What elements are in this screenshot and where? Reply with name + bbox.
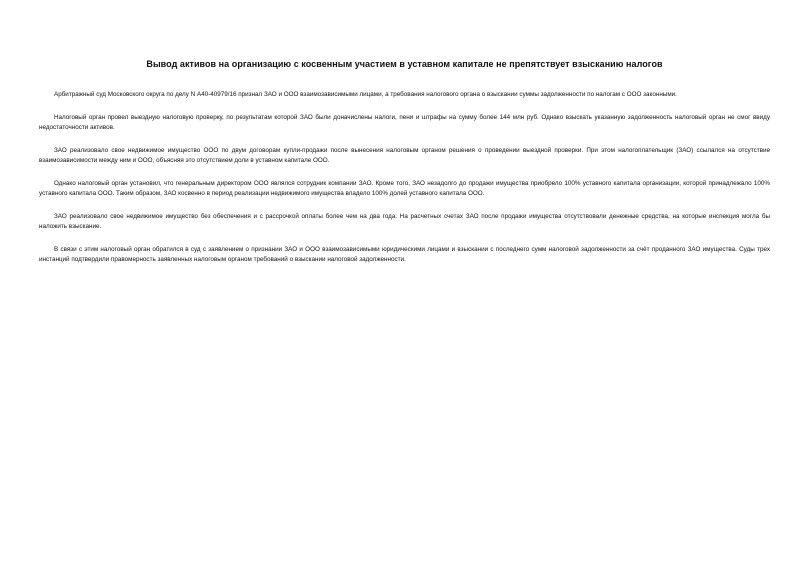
- paragraph-5: ЗАО реализовало свое недвижимое имущество без обеспечения и с рассрочкой оплаты более чем на два года. На расчетных счетах ЗАО после продажи имущества отсутствовали денежные средства, на которые инспекция могла бы наложить взыскание.: [39, 212, 770, 230]
- paragraph-3: ЗАО реализовало свое недвижимое имущество ООО по двум договорам купли-продажи после вынесения налоговым органом решения о проведении выездной проверки. При этом налогоплательщик (ЗАО) ссылался на отсутствие взаимозависимости между ним и ООО, объясняя это отсутствием доли в уставном капитале ООО.: [39, 146, 770, 164]
- document-page: [39, 0, 770, 266]
- paragraph-2: Налоговый орган провел выездную налоговую проверку, по результатам которой ЗАО были доначислены налоги, пени и штрафы на сумму более 144 млн руб. Однако взыскать указанную задолженность налоговый орган не смог ввиду недостаточности активов.: [39, 113, 770, 131]
- paragraph-6: В связи с этим налоговый орган обратился в суд с заявлением о признании ЗАО и ООО взаимозависимыми юридическими лицами и взыскании с последнего сумм налоговой задолженности за счёт проданного ЗАО имущества. Суды трех инстанций подтвердили правомерность заявленных налоговым органом требований о взыскании налоговой задолженности.: [39, 245, 770, 263]
- paragraph-4: Однако налоговый орган установил, что генеральным директором ООО являлся сотрудник компании ЗАО. Кроме того, ЗАО незадолго до продажи имущества приобрело 100% уставного капитала организации, которой принадлежало 100% уставного капитала ООО. Таким образом, ЗАО косвенно в период реализации недвижимого имущества владело 100% долей уставного капитала ООО.: [39, 179, 770, 197]
- document-title: Вывод активов на организацию с косвенным участием в уставном капитале не препятствует взысканию налогов: [146, 59, 663, 69]
- paragraph-1: Арбитражный суд Московского округа по делу N А40-40979/16 признал ЗАО и ООО взаимозависимыми лицами, а требования налогового органа о взыскании суммы задолженности по налогам с ООО законными.: [54, 91, 677, 98]
